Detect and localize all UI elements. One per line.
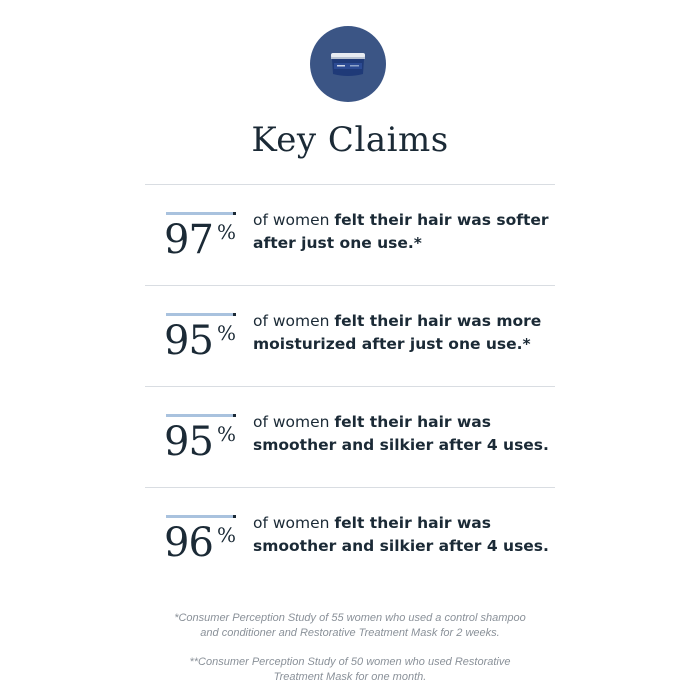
footnote-line: Treatment Mask for one month. [273, 671, 427, 683]
claim-bold-text: felt their hair was more moisturized after just one use.* [253, 312, 542, 353]
claim-row [145, 286, 555, 386]
stat-accent-bar [166, 313, 236, 316]
claims-list [145, 184, 555, 588]
claim-bold-text: felt their hair was softer after just one use.* [253, 211, 549, 252]
stat-percent: % [217, 422, 237, 446]
claim-row [145, 185, 555, 285]
claim-prefix: of women [253, 312, 335, 330]
claim-prefix: of women [253, 514, 335, 532]
claim-bold-text: felt their hair was smoother and silkier after 4 uses. [253, 514, 549, 555]
footnote-line: **Consumer Perception Study of 50 women who used Restorative [189, 656, 511, 668]
claim-prefix: of women [253, 413, 335, 431]
stat-number: 97 [164, 217, 213, 263]
footnote-line: and conditioner and Restorative Treatment Mask for 2 weeks. [200, 627, 500, 639]
stat-accent-bar [166, 414, 236, 417]
footnotes [0, 611, 700, 685]
stat-number: 95 [164, 318, 213, 364]
footnote [0, 611, 700, 641]
footnote [0, 655, 700, 685]
stat-number: 95 [164, 419, 213, 465]
product-circle [310, 26, 386, 102]
stat-percent: % [217, 523, 237, 547]
stat-percent: % [217, 220, 237, 244]
claim-text [253, 411, 553, 457]
stat-percent: % [217, 321, 237, 345]
claim-row [145, 387, 555, 487]
claim-text [253, 512, 553, 558]
page-title: Key Claims [251, 120, 449, 160]
footnote-line: *Consumer Perception Study of 55 women who used a control shampoo [174, 612, 526, 624]
stat-accent-bar [166, 212, 236, 215]
claim-bold-text: felt their hair was smoother and silkier after 4 uses. [253, 413, 549, 454]
claim-text [253, 310, 553, 356]
stat-accent-bar [166, 515, 236, 518]
treatment-jar-icon [310, 26, 386, 102]
claim-prefix: of women [253, 211, 335, 229]
claim-row [145, 488, 555, 588]
stat-number: 96 [164, 520, 213, 566]
claim-text [253, 209, 553, 255]
